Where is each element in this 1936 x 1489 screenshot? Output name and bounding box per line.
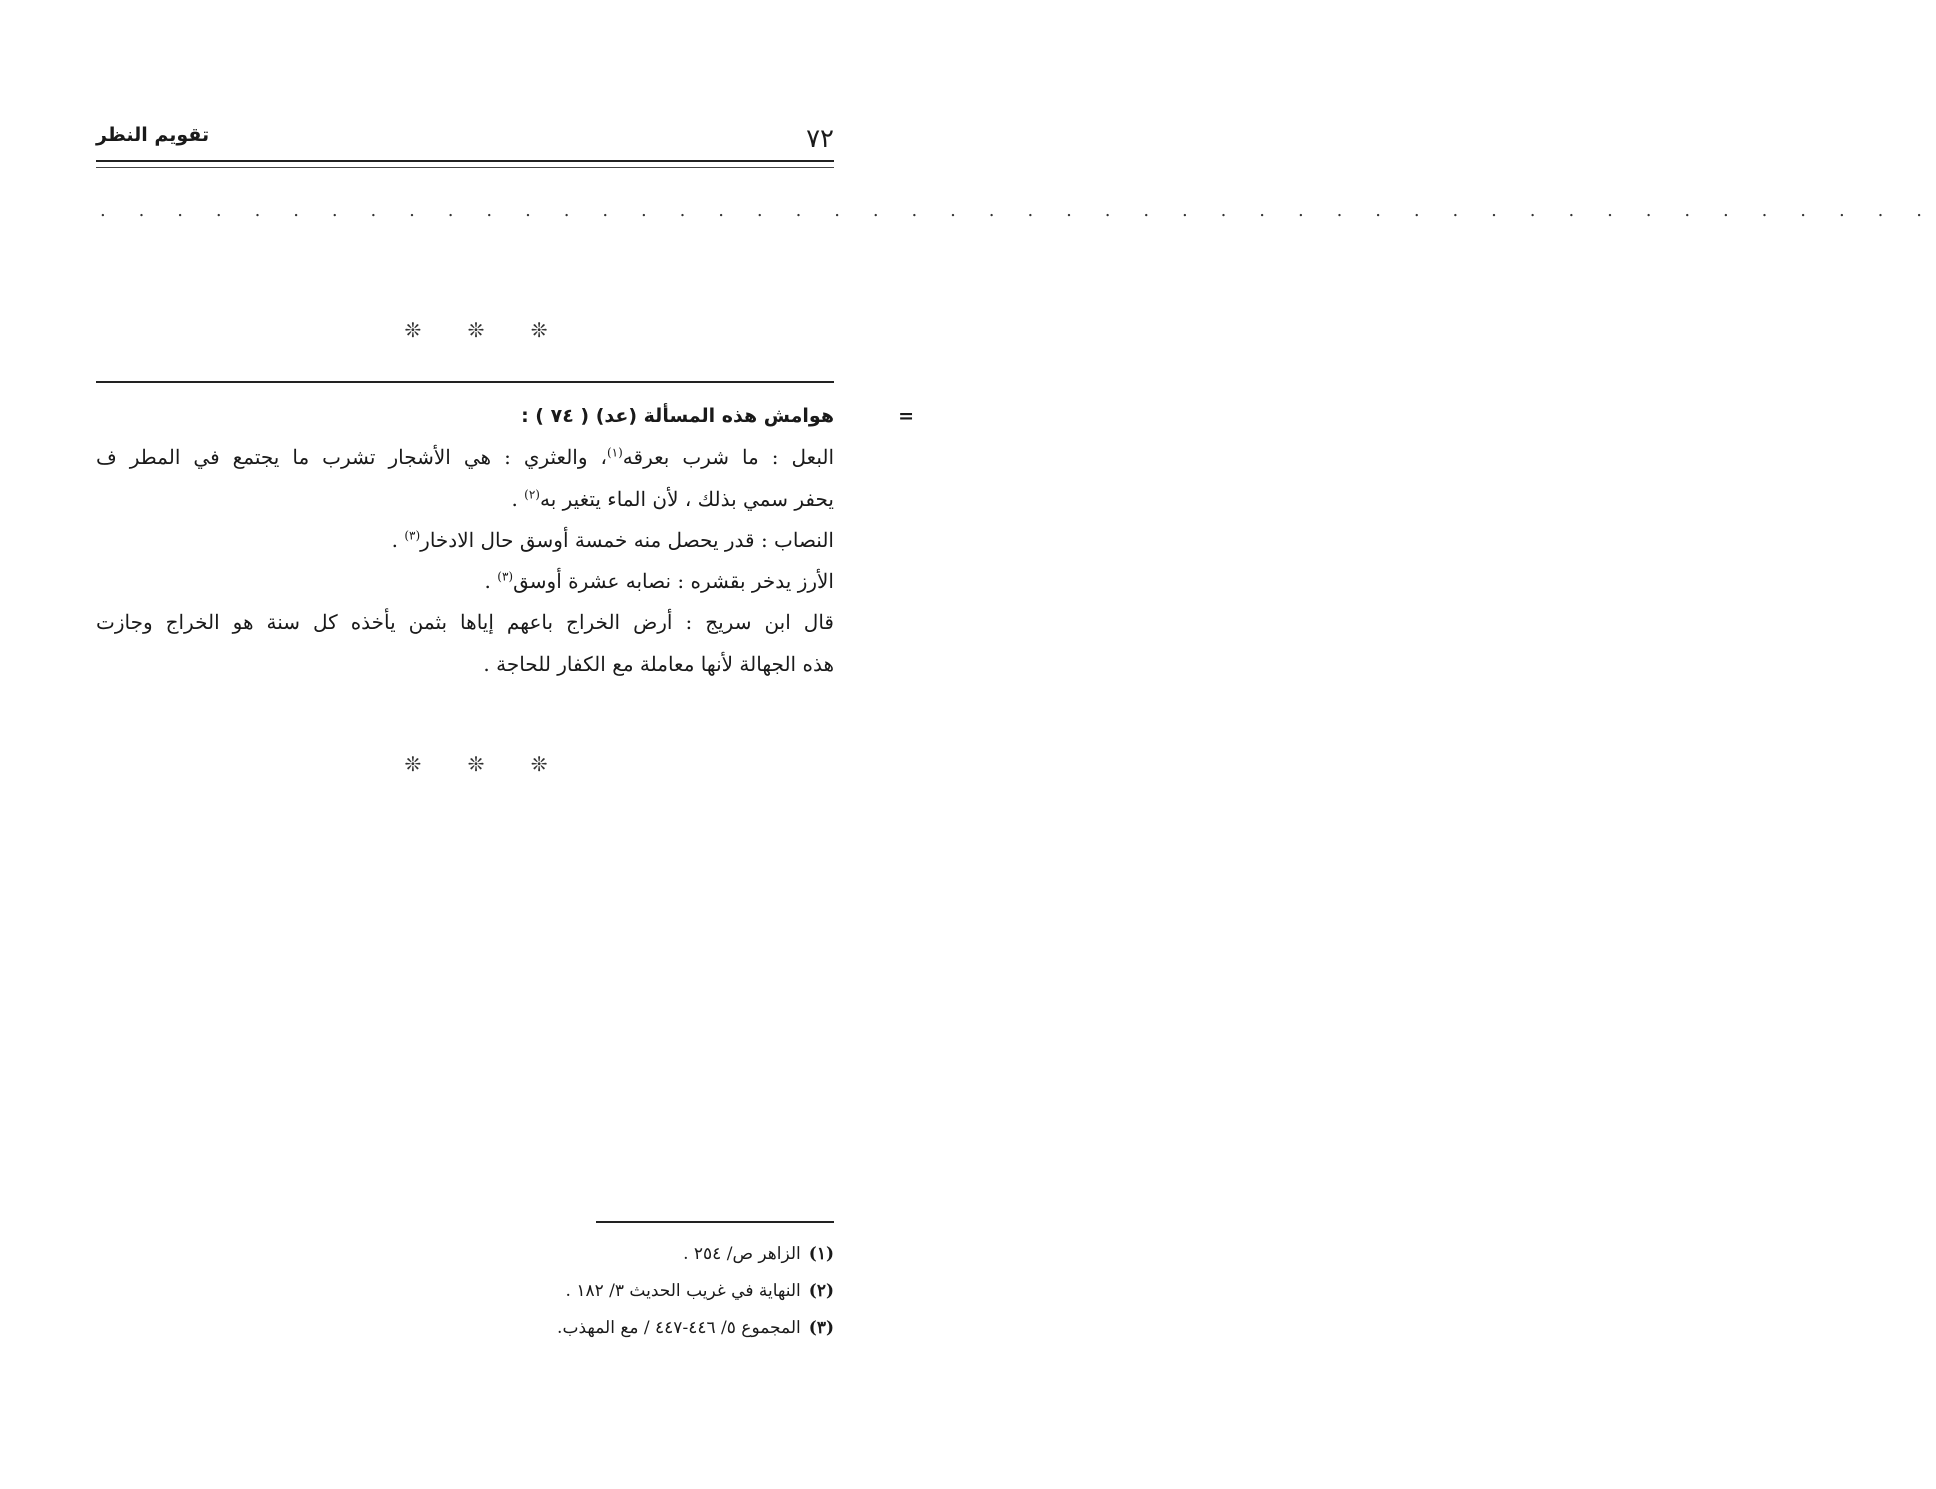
- paragraph-ibn-surayj-line2: [96, 644, 834, 685]
- notes-heading: [96, 396, 914, 437]
- paragraph-baal-line1: [96, 437, 834, 478]
- section-separator-asterism: ❊ ❊ ❊: [404, 318, 568, 342]
- footnote-ref-2: (٢): [524, 486, 540, 501]
- end-separator-asterism: ❊ ❊ ❊: [404, 752, 568, 776]
- text-run: الأرز يدخر بقشره : نصابه عشرة أوسق: [513, 569, 834, 594]
- text-run: يحفر سمي بذلك ، لأن الماء يتغير به: [539, 486, 834, 511]
- footnotes: [96, 1236, 834, 1347]
- footnote-3: [96, 1310, 834, 1347]
- paragraph-nisab: [96, 520, 834, 561]
- paragraph-baal-line2: [96, 479, 834, 520]
- header-rule: [96, 160, 834, 162]
- footnote-number: (١): [808, 1244, 834, 1264]
- footnote-text: المجموع ٥/ ٤٤٦-٤٤٧ / مع المهذب.: [557, 1318, 801, 1338]
- continuation-marker: =: [898, 405, 914, 427]
- running-header: [96, 118, 834, 158]
- footnote-number: (٢): [808, 1281, 834, 1301]
- continuation-dots: . . . . . . . . . . . . . . . . . . . . . . . . . . . . . . . . . . . . . . . . . . . . . . . .: [100, 200, 1936, 221]
- footnote-1: [96, 1236, 834, 1273]
- paragraph-ibn-surayj-line1: [96, 602, 834, 643]
- running-title: تقويم النظر: [96, 124, 210, 146]
- text-run: .: [511, 486, 525, 511]
- page-number: ٧٢: [806, 124, 834, 154]
- margin-notes-body: [96, 396, 914, 685]
- text-run: .: [484, 569, 498, 594]
- footnote-ref-3b: (٣): [497, 569, 514, 584]
- text-run: النصاب : قدر يحصل منه خمسة أوسق حال الادخار: [420, 527, 834, 552]
- footnote-text: الزاهر ص/ ٢٥٤ .: [683, 1244, 801, 1264]
- text-run: قال ابن سريج : أرض الخراج باعهم إياها بثمن يأخذه كل سنة هو الخراج وجازت: [96, 610, 834, 635]
- paragraph-rice: [96, 561, 834, 602]
- footnote-ref-1: (١): [606, 445, 623, 460]
- footnote-text: النهاية في غريب الحديث ٣/ ١٨٢ .: [565, 1281, 801, 1301]
- notes-heading-text: هوامش هذه المسألة (عد) ( ٧٤ ) :: [521, 405, 834, 427]
- footnote-number: (٣): [808, 1318, 834, 1338]
- text-run: .: [391, 527, 405, 552]
- section-rule: [96, 381, 834, 383]
- footnote-rule: [596, 1221, 834, 1223]
- text-run: البعل : ما شرب بعرقه: [622, 445, 835, 470]
- header-rule-thin: [96, 167, 834, 168]
- text-run: هذه الجهالة لأنها معاملة مع الكفار للحاجة .: [483, 651, 834, 676]
- footnote-2: [96, 1273, 834, 1310]
- text-run: ، والعثري : هي الأشجار تشرب ما يجتمع في المطر ف: [96, 445, 607, 470]
- footnote-ref-3: (٣): [404, 528, 421, 543]
